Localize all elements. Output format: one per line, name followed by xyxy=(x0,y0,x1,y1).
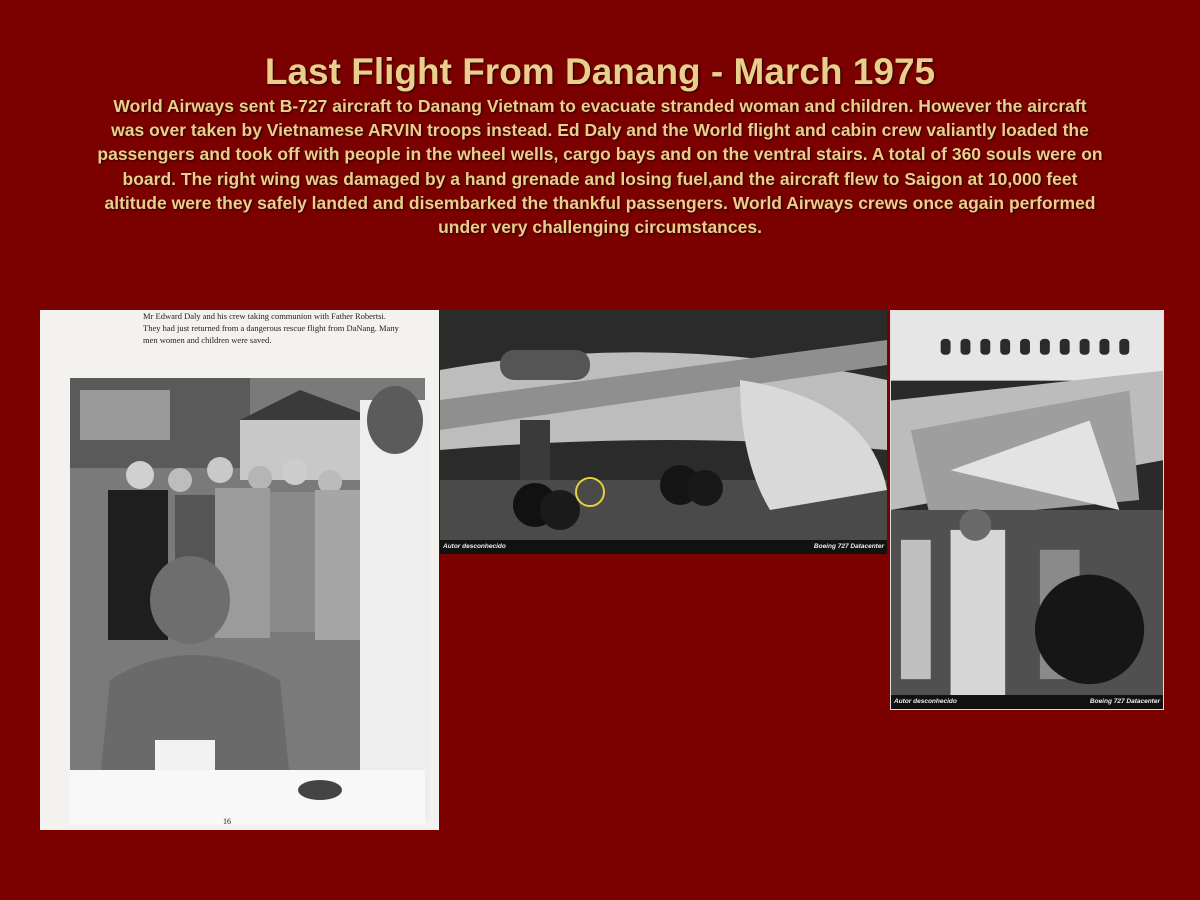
slide-body-text: World Airways sent B-727 aircraft to Danang Vietnam to evacuate stranded woman and children. However the aircraft was over taken by Vietnamese ARVIN troops instead. Ed Daly and the World flight and cabin crew valiantly loaded the passengers and took off with people in the wheel wells, cargo bays and on the ventral stairs. A total of 360 souls were on board. The right wing was damaged by a hand grenade and losing fuel,and the aircraft flew to Saigon at 10,000 feet altitude were they safely landed and disembarked the thankful passengers. World Airways crews once again performed under very challenging circumstances. xyxy=(97,96,1103,238)
photo-credit-author: Autor desconhecido xyxy=(894,698,957,705)
landing-gear-photo-image xyxy=(440,310,887,554)
landing-gear-credit-bar xyxy=(440,540,887,554)
photo-credit-source: Boeing 727 Datacenter xyxy=(1089,698,1160,705)
damaged-wing-photo-image xyxy=(891,311,1163,709)
landing-gear-photo xyxy=(440,310,887,554)
photo-credit-source: Boeing 727 Datacenter xyxy=(813,543,884,550)
communion-photo xyxy=(40,310,439,830)
slide-title: Last Flight From Danang - March 1975 xyxy=(264,51,936,92)
photo-credit-author: Autor desconhecido xyxy=(443,543,506,550)
communion-caption: Mr Edward Daly and his crew taking communion with Father Robertsi. They had just returned from a dangerous rescue flight from DaNang. Many men women and children were saved. xyxy=(143,311,399,345)
damaged-wing-photo xyxy=(890,310,1164,710)
page-number: 16 xyxy=(223,817,231,826)
communion-photo-image xyxy=(40,310,439,830)
damaged-wing-credit-bar xyxy=(891,695,1163,709)
